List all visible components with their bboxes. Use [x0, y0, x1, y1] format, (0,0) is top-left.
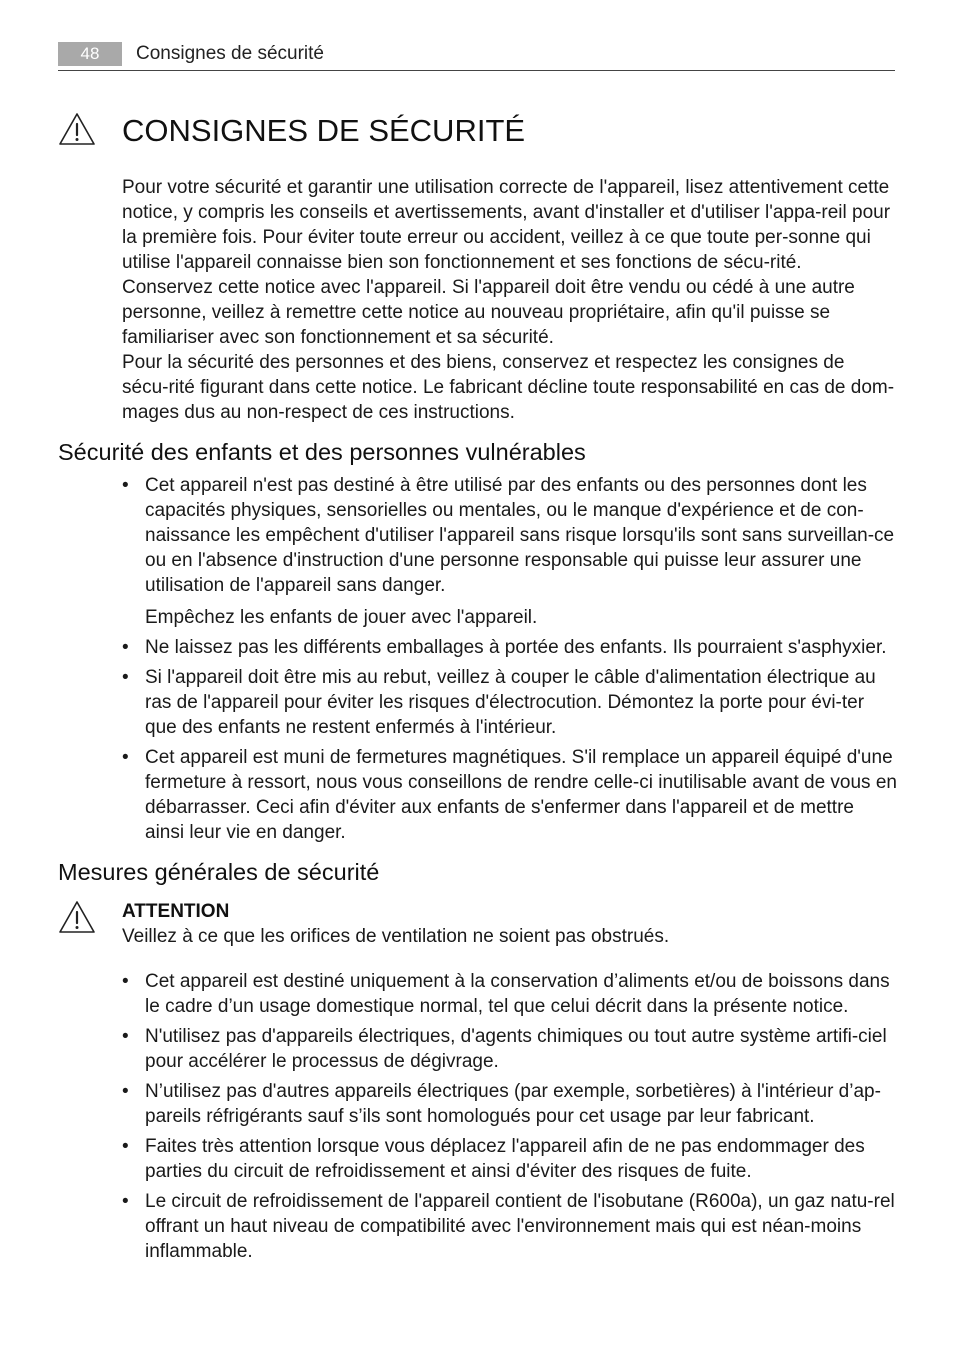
- list-item: • N’utilisez pas d'autres appareils électriques (par exemple, sorbetières) à l'intérieur d’ap-pareils réfrigérants sauf s’ils sont homologués pour cet usage par leur fabricant.: [122, 1079, 897, 1129]
- list-item: • Si l'appareil doit être mis au rebut, veillez à couper le câble d'alimentation électrique au ras de l'appareil pour éviter les risques d'électrocution. Démontez la porte pour évi-ter que des enfants ne restent enfermés à l'intérieur.: [122, 665, 897, 740]
- page-title: CONSIGNES DE SÉCURITÉ: [122, 113, 526, 148]
- attention-box: [122, 899, 895, 949]
- intro-paragraph: Pour votre sécurité et garantir une utilisation correcte de l'appareil, lisez attentivement cette notice, y compris les conseils et avertissements, avant d'installer et d'utiliser l'appa-reil pour la première fois. Pour éviter toute erreur ou accident, veillez à ce que toute per-sonne qui utilise l'appareil connaisse bien son fonctionnement et ses fonctions de sécu-rité. Conservez cette notice avec l'appareil. Si l'appareil doit être vendu ou cédé à une autre personne, veillez à remettre cette notice au nouveau propriétaire, afin qu'il puisse se familiariser avec son fonctionnement et sa sécurité.: [122, 177, 891, 348]
- children-safety-list: [122, 473, 897, 850]
- list-item-text: • Cet appareil n'est pas destiné à être utilisé par des enfants ou des personnes dont les capacités physiques, sensorielles ou mentales, ou le manque d'expérience et de con-naissance les empêchent d'utiliser l'appareil sans risque lorsqu'ils sont sans surveillan-ce ou en l'absence d'instruction d'une personne responsable qui puisse leur assurer une utilisation de l'appareil sans danger.: [145, 475, 895, 596]
- list-item: • Ne laissez pas les différents emballages à portée des enfants. Ils pourraient s'asphyxier.: [122, 635, 897, 660]
- page-header: [58, 40, 895, 71]
- warning-triangle-icon: [58, 112, 96, 146]
- warning-triangle-icon: [58, 900, 96, 934]
- intro-text: [122, 175, 895, 425]
- general-safety-list: [122, 969, 897, 1269]
- list-item: • Faites très attention lorsque vous déplacez l'appareil afin de ne pas endommager des parties du circuit de refroidissement et ainsi d'éviter des risques de fuite.: [122, 1134, 897, 1184]
- intro-paragraph: Pour la sécurité des personnes et des biens, conservez et respectez les consignes de sécu-rité figurant dans cette notice. Le fabricant décline toute responsabilité en cas de dom-mages dus au non-respect de ces instructions.: [122, 352, 895, 423]
- page-number: 48: [58, 42, 122, 66]
- running-title: Consignes de sécurité: [136, 43, 324, 64]
- list-item-note: Empêchez les enfants de jouer avec l'appareil.: [145, 607, 538, 628]
- attention-text: Veillez à ce que les orifices de ventilation ne soient pas obstrués.: [122, 926, 670, 947]
- list-item: • Cet appareil est muni de fermetures magnétiques. S'il remplace un appareil équipé d'une fermeture à ressort, nous vous conseillons de rendre celle-ci inutilisable avant de vous en débarrasser. Ceci afin d'éviter aux enfants de s'enfermer dans l'appareil et de mettre ainsi leur vie en danger.: [122, 745, 897, 845]
- list-item: • Cet appareil est destiné uniquement à la conservation d’aliments et/ou de boissons dans le cadre d’un usage domestique normal, tel que celui décrit dans la présente notice.: [122, 969, 897, 1019]
- list-item: • Le circuit de refroidissement de l'appareil contient de l'isobutane (R600a), un gaz natu-rel offrant un haut niveau de compatibilité avec l'environnement mais qui est néan-moins inflammable.: [122, 1189, 897, 1264]
- list-item: • N'utilisez pas d'appareils électriques, d'agents chimiques ou tout autre système artifi-ciel pour accélérer le processus de dégivrage.: [122, 1024, 897, 1074]
- section-title-children-safety: Sécurité des enfants et des personnes vulnérables: [58, 439, 586, 465]
- list-item: [122, 473, 897, 630]
- attention-title: ATTENTION: [122, 901, 230, 922]
- section-title-general-safety: Mesures générales de sécurité: [58, 859, 380, 885]
